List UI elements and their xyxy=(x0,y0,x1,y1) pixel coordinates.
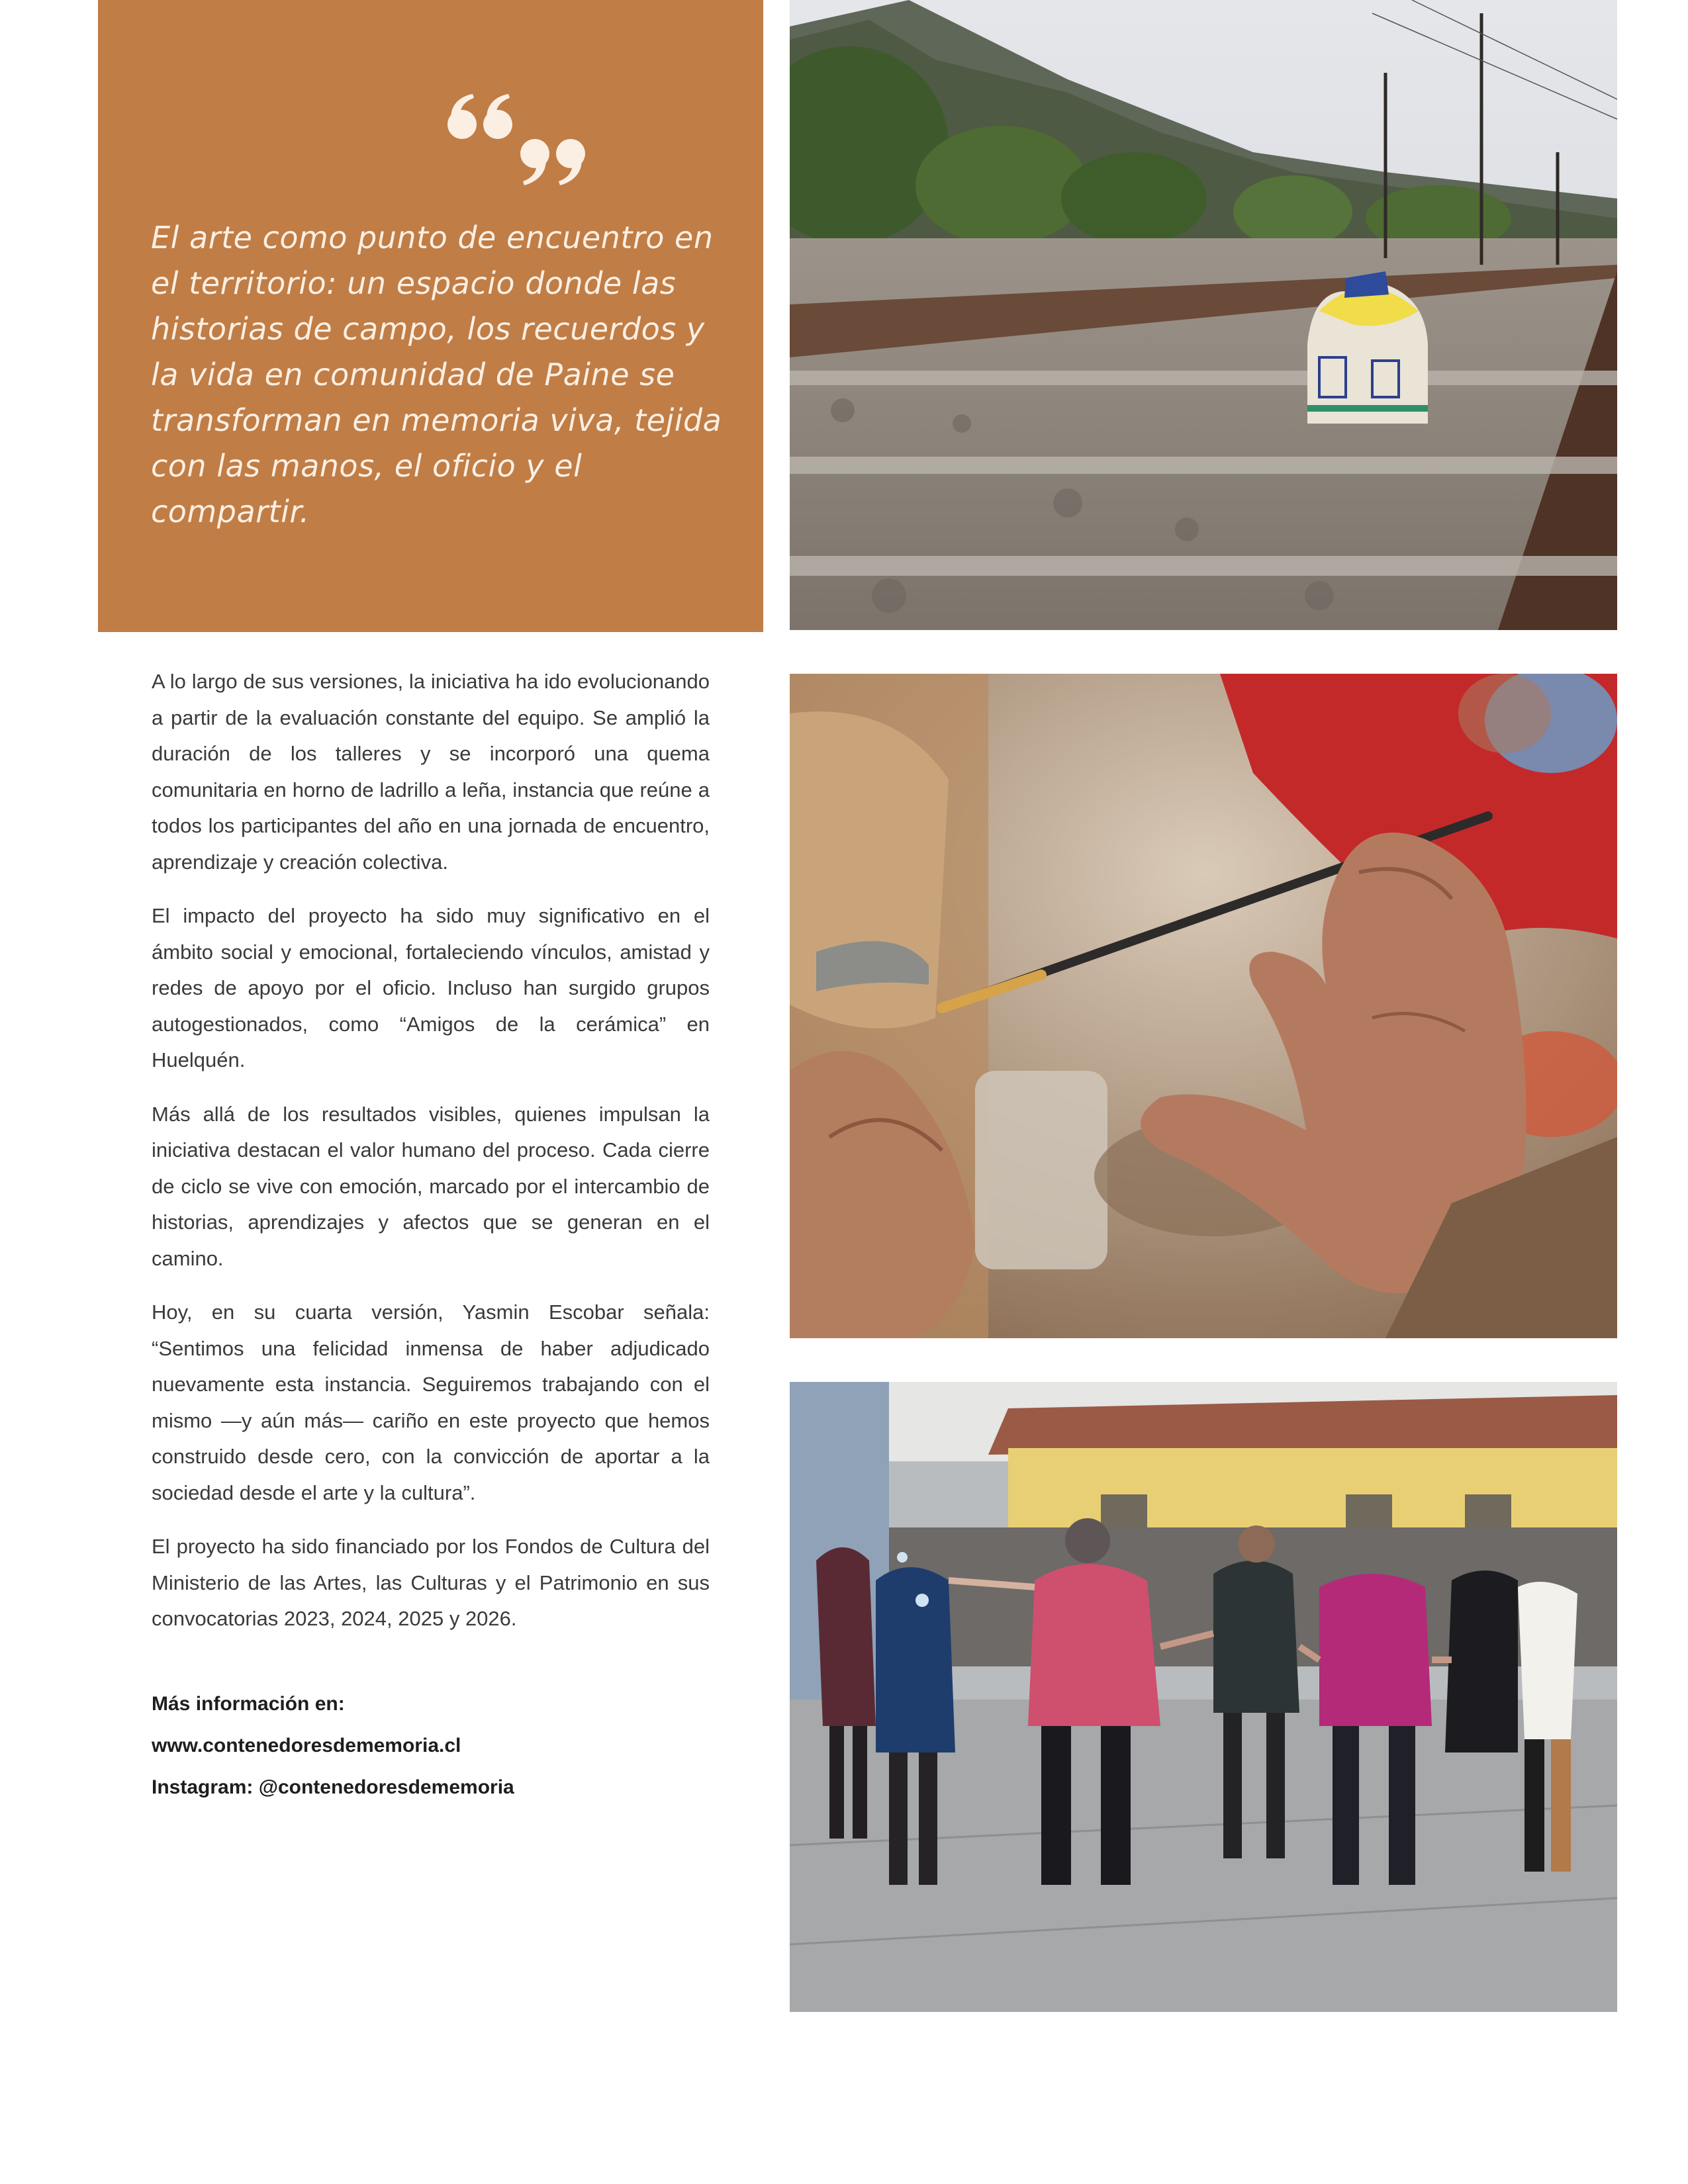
instagram-link[interactable]: Instagram: @contenedoresdememoria xyxy=(152,1776,514,1798)
pull-quote: El arte como punto de encuentro en el territorio: un espacio donde las historias de campo, los recuerdos y la vida en comunidad de Paine se transforman en memoria viva, tejida con las manos, el oficio y el compartir. xyxy=(151,220,722,529)
photo-group-circle xyxy=(790,1382,1617,2012)
article-paragraph: Más allá de los resultados visibles, quienes impulsan la iniciativa destacan el valor humano del proceso. Cada cierre de ciclo se vive con emoción, marcado por el intercambio de historias, aprendizajes y afectos que se generan en el camino. xyxy=(152,1102,710,1270)
quote-block xyxy=(98,0,763,632)
more-info-heading: Más información en: xyxy=(152,1693,345,1715)
article-paragraph: Hoy, en su cuarta versión, Yasmin Escobar señala: “Sentimos una felicidad inmensa de haber adjudicado nuevamente esta instancia. Seguiremos trabajando con el mismo —y aún más— cariño en este proyecto que hemos construido desde cero, con la convicción de aportar a la sociedad desde el arte y la cultura”. xyxy=(152,1300,710,1504)
photo-hand-painting-ceramic xyxy=(790,674,1617,1338)
article-paragraph: El impacto del proyecto ha sido muy significativo en el ámbito social y emocional, fortaleciendo vínculos, amistad y redes de apoyo por el oficio. Incluso han surgido grupos autogestionados, como “Amigos de la cerámica” en Huelquén. xyxy=(152,904,710,1071)
photo-ceramic-house-on-railway xyxy=(790,0,1617,630)
article-body xyxy=(152,664,710,1655)
website-link[interactable]: www.contenedoresdememoria.cl xyxy=(152,1735,461,1756)
more-info xyxy=(152,1683,747,1808)
quote-marks-icon xyxy=(442,93,601,192)
article-paragraph: El proyecto ha sido financiado por los Fondos de Cultura del Ministerio de las Artes, las Culturas y el Patrimonio en sus convocatorias 2023, 2024, 2025 y 2026. xyxy=(152,1535,710,1630)
article-paragraph: A lo largo de sus versiones, la iniciativa ha ido evolucionando a partir de la evaluación constante del equipo. Se amplió la duración de los talleres y se incorporó una quema comunitaria en horno de ladrillo a leña, instancia que reúne a todos los participantes del año en una jornada de encuentro, aprendizaje y creación colectiva. xyxy=(152,670,710,874)
